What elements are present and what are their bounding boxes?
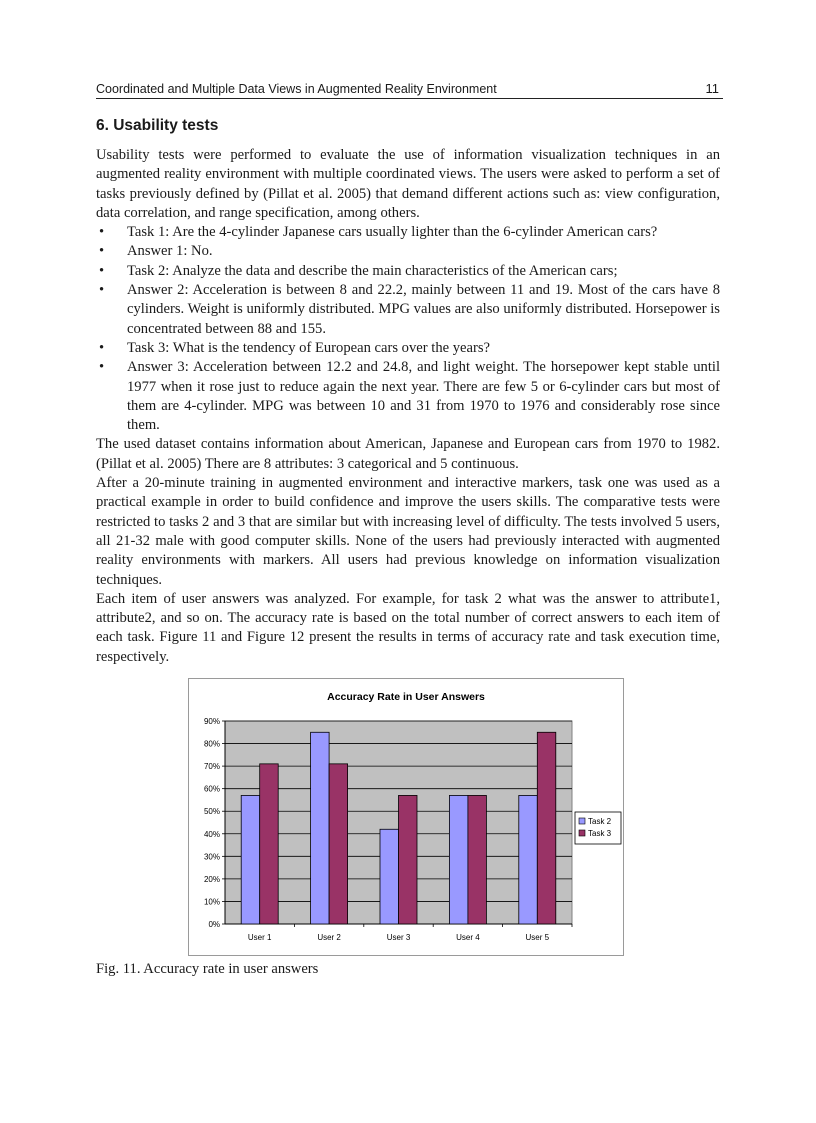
list-item-text: Task 3: What is the tendency of European cars over the years? [127, 339, 491, 356]
section-title: 6. Usability tests [96, 117, 219, 134]
list-item [96, 339, 720, 358]
legend-label: Task 3 [588, 829, 612, 838]
legend-swatch [579, 830, 585, 836]
paragraph-analysis: Each item of user answers was analyzed. For example, for task 2 what was the answer to attribute1, attribute2, and so on. The accuracy rate is based on the total number of correct answers to each item of each task. Figure 11 and Figure 12 present the results in terms of accuracy rate and task execution time, respectively. [96, 590, 720, 665]
list-item [96, 262, 720, 281]
list-item [96, 281, 720, 339]
bar [311, 732, 330, 924]
bullet-symbol: • [99, 282, 105, 299]
x-tick-label: User 3 [386, 933, 411, 942]
accuracy-chart-svg [189, 679, 623, 955]
bar [260, 764, 279, 924]
y-tick-label: 50% [203, 807, 220, 817]
y-tick-label: 20% [203, 874, 220, 884]
bar [329, 764, 348, 924]
legend-swatch [579, 818, 585, 824]
bar [449, 795, 468, 924]
list-item-text: Answer 3: Acceleration between 12.2 and 24.8, and light weight. The horsepower kept stable until 1977 when it rose just to reduce again the next year. There are few 5 or 6-cylinder cars but most of them are 4-cylinder. MPG was between 10 and 31 from 1970 to 1976 and considerably rose since them. [127, 359, 720, 434]
x-tick-label: User 4 [456, 933, 480, 942]
list-item-text: Task 1: Are the 4-cylinder Japanese cars usually lighter than the 6-cylinder American cars? [127, 224, 658, 241]
bullet-symbol: • [99, 224, 105, 241]
paragraph-training: After a 20-minute training in augmented environment and interactive markers, task one was used as a practical example in order to build confidence and improve the users skills. The comparative tests were restricted to tasks 2 and 3 that are similar but with increasing level of difficulty. The tests involved 5 users, all 21-32 male with good computer skills. None of the users had previously interacted with augmented reality environments with markers. All users had previous knowledge on information visualization techniques. [96, 475, 720, 588]
y-tick-label: 60% [203, 784, 220, 794]
bullet-symbol: • [99, 339, 105, 356]
y-tick-label: 40% [203, 829, 220, 839]
list-item-text: Answer 2: Acceleration is between 8 and 22.2, mainly between 11 and 19. Most of the cars have 8 cylinders. Weight is uniformly distributed. MPG values are also uniformly distributed. Horsepower is concentrated between 88 and 155. [127, 282, 720, 337]
bar [468, 795, 487, 924]
list-item [96, 358, 720, 435]
y-tick-label: 10% [203, 897, 220, 907]
list-item-text: Task 2: Analyze the data and describe the main characteristics of the American cars; [127, 262, 618, 279]
bar [537, 732, 556, 924]
bar [519, 795, 538, 924]
page-number: 11 [705, 81, 719, 96]
y-tick-label: 90% [203, 717, 220, 726]
bar [380, 829, 399, 924]
legend-label: Task 2 [588, 817, 612, 826]
x-tick-label: User 5 [525, 933, 550, 942]
running-title: Coordinated and Multiple Data Views in Augmented Reality Environment [96, 82, 497, 96]
list-item-text: Answer 1: No. [127, 243, 213, 260]
task-list [96, 223, 720, 435]
body-text [96, 146, 720, 667]
bullet-symbol: • [99, 262, 105, 279]
figure-caption: Fig. 11. Accuracy rate in user answers [96, 961, 319, 977]
paragraph-intro: Usability tests were performed to evaluate the use of information visualization techniques in an augmented reality environment with multiple coordinated views. The users were asked to perform a set of tasks previously defined by (Pillat et al. 2005) that demand different actions such as: view configuration, data correlation, and range specification, among others. [96, 147, 720, 221]
paragraph-dataset: The used dataset contains information about American, Japanese and European cars from 1970 to 1982. (Pillat et al. 2005) There are 8 attributes: 3 categorical and 5 continuous. [96, 436, 720, 472]
x-tick-label: User 2 [317, 933, 341, 942]
y-tick-label: 0% [208, 920, 220, 929]
list-item [96, 223, 720, 242]
list-item [96, 242, 720, 261]
accuracy-chart [188, 678, 624, 956]
bullet-symbol: • [99, 359, 105, 376]
x-tick-label: User 1 [247, 933, 272, 942]
chart-title: Accuracy Rate in User Answers [327, 691, 485, 703]
y-tick-label: 80% [203, 739, 220, 749]
bullet-symbol: • [99, 243, 105, 260]
bar [241, 795, 260, 924]
y-tick-label: 30% [203, 852, 220, 862]
running-header [96, 80, 723, 99]
y-tick-label: 70% [203, 762, 220, 772]
bar [399, 795, 418, 924]
